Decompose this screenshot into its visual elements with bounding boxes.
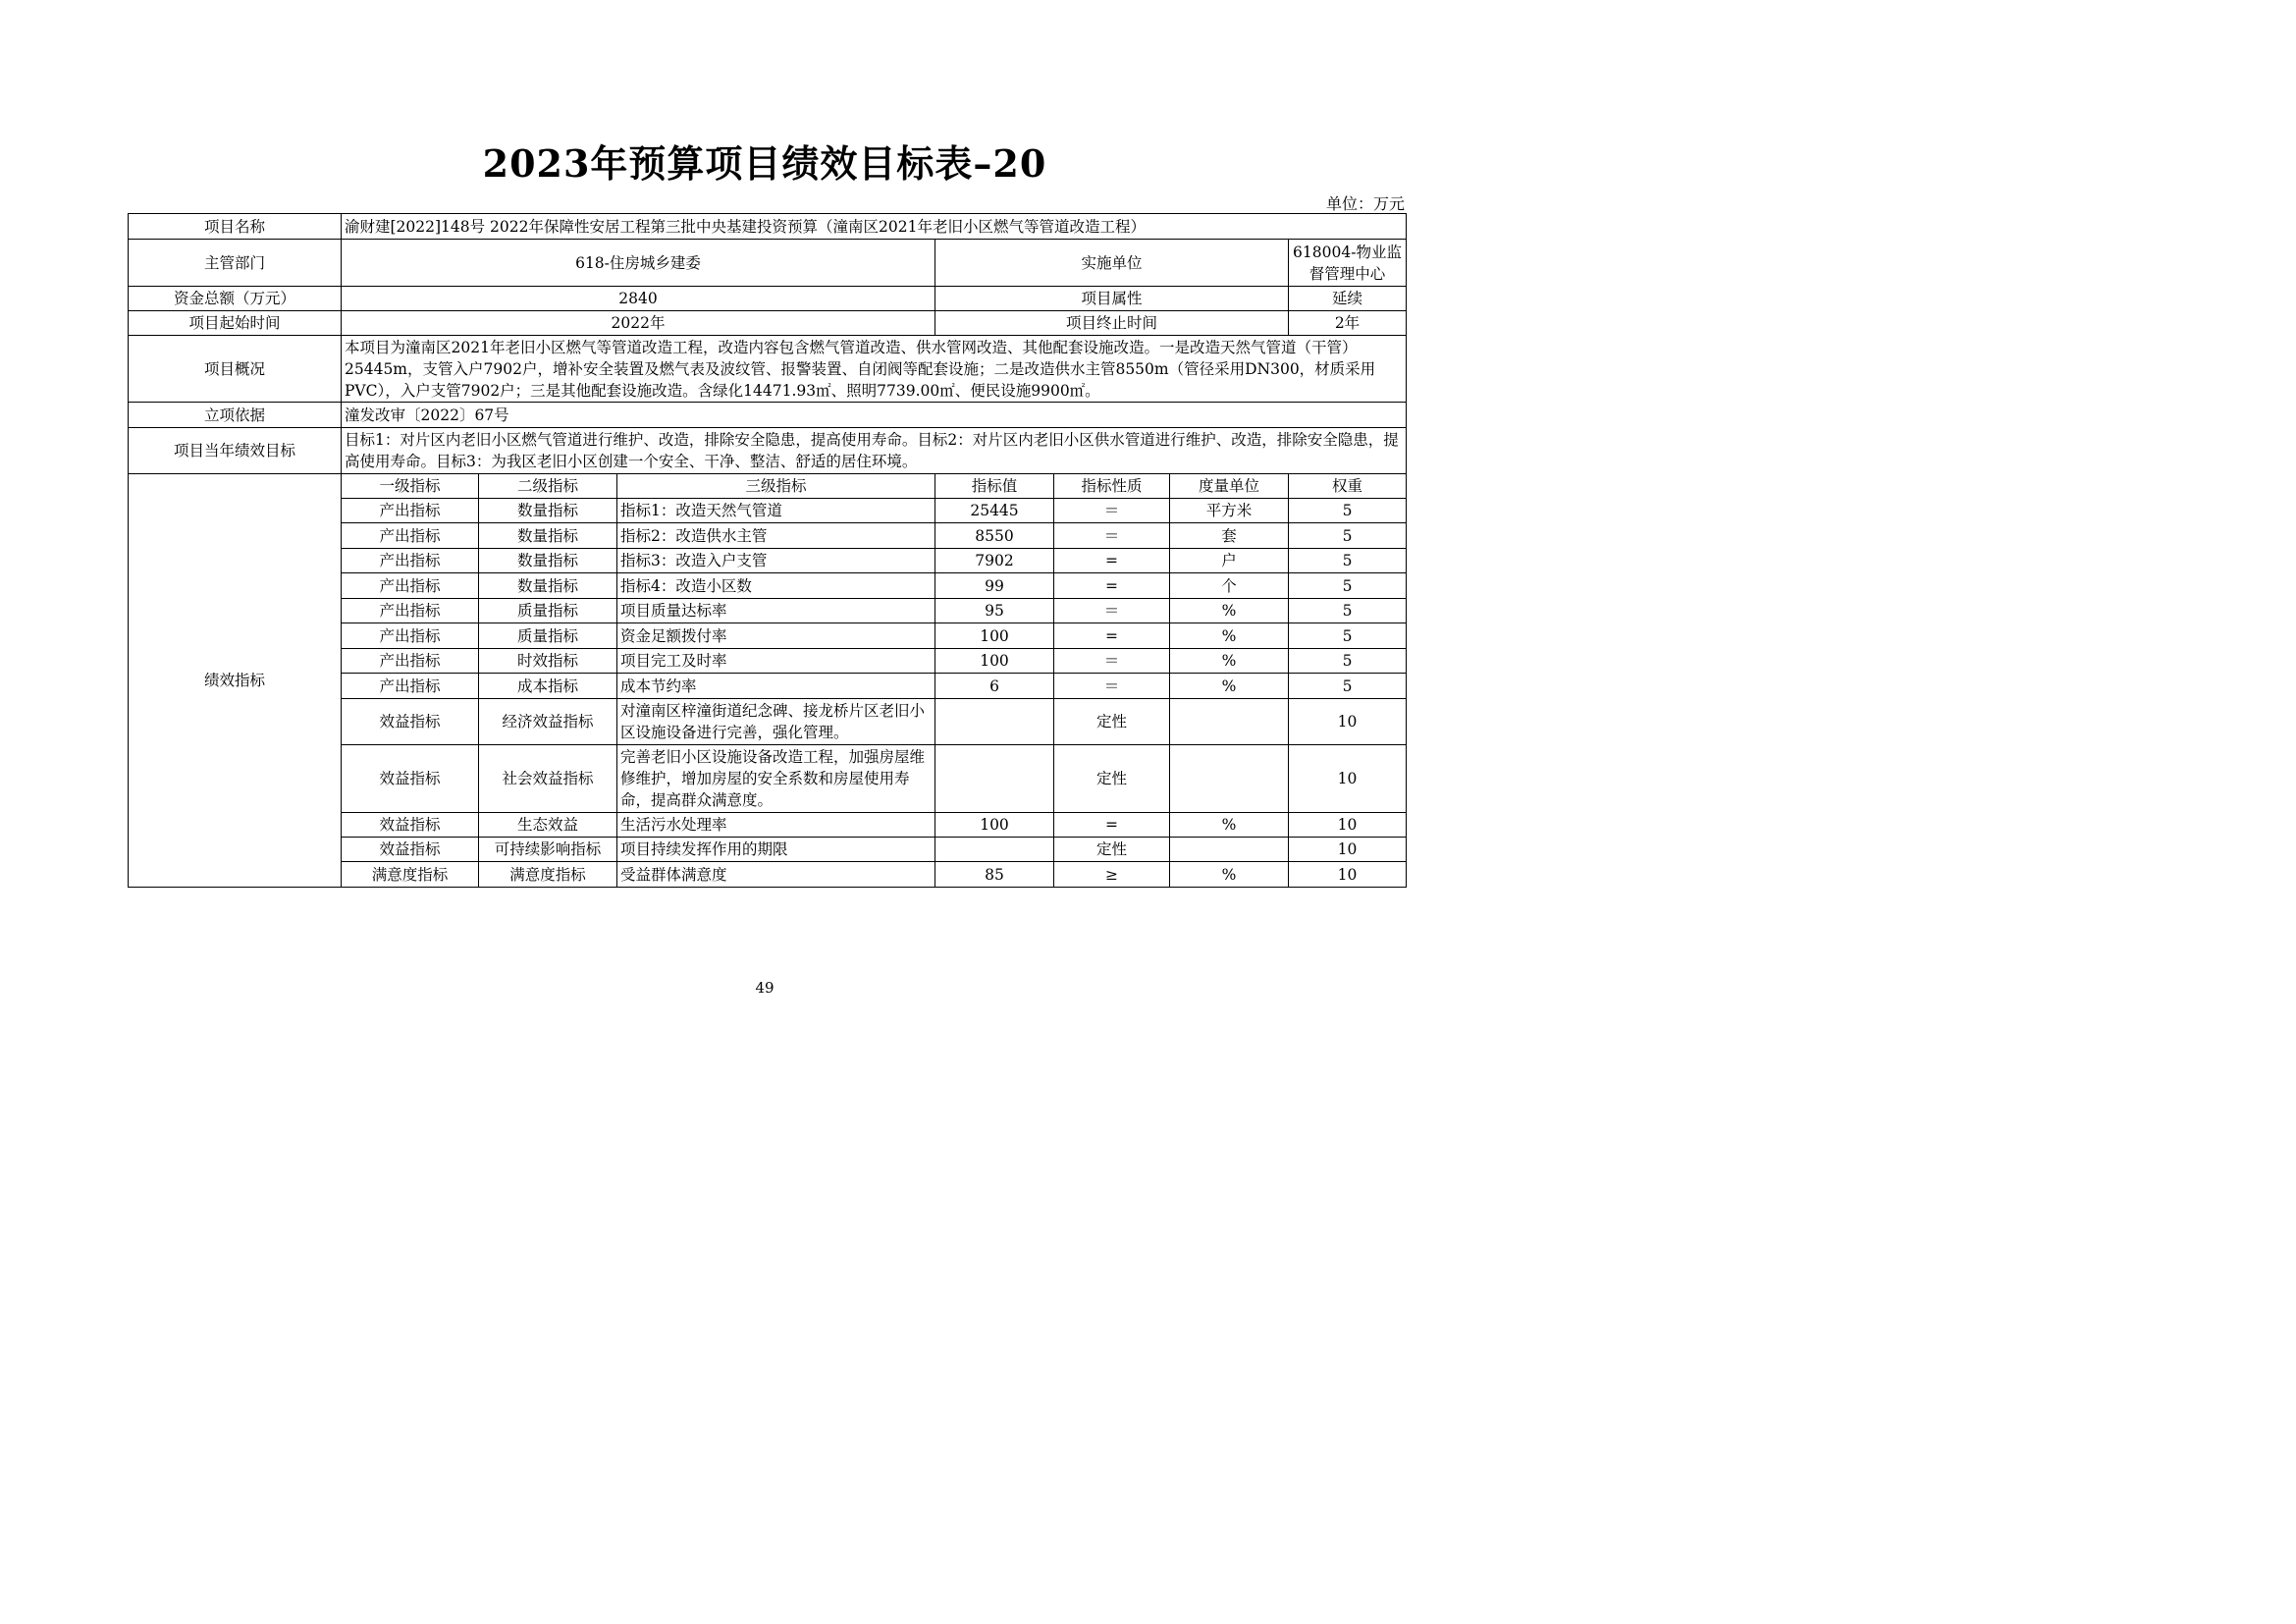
indicator-nature-cell: 定性 (1054, 838, 1170, 862)
start-value: 2022年 (342, 311, 935, 336)
goal-label: 项目当年绩效目标 (129, 428, 342, 474)
indicator-nature-cell: = (1054, 623, 1170, 649)
indicator-level2-cell: 数量指标 (479, 523, 617, 549)
indicator-level3-cell: 指标4：改造小区数 (617, 573, 935, 599)
indicator-weight-cell: 5 (1289, 674, 1407, 699)
indicator-nature-cell: ＝ (1054, 649, 1170, 674)
indicator-weight-cell: 10 (1289, 745, 1407, 813)
indicator-value-cell: 6 (935, 674, 1054, 699)
indicator-level3-cell: 指标3：改造入户支管 (617, 549, 935, 573)
indicator-level3-cell: 项目完工及时率 (617, 649, 935, 674)
indicator-unit-cell: % (1170, 623, 1289, 649)
indicator-unit-cell: % (1170, 649, 1289, 674)
indicator-header-cell: 度量单位 (1170, 474, 1289, 499)
indicator-level1-cell: 效益指标 (342, 699, 479, 745)
indicator-nature-cell: ＝ (1054, 599, 1170, 623)
goal-value: 目标1：对片区内老旧小区燃气管道进行维护、改造，排除安全隐患，提高使用寿命。目标2：对片区内老旧小区供水管道进行维护、改造，排除安全隐患，提高使用寿命。目标3：为我区老旧小区创建一个安全、干净、整洁、舒适的居住环境。 (342, 428, 1407, 474)
impl-value: 618004-物业监督管理中心 (1289, 240, 1407, 287)
indicator-nature-cell: = (1054, 573, 1170, 599)
indicator-level3-cell: 成本节约率 (617, 674, 935, 699)
indicator-weight-cell: 5 (1289, 523, 1407, 549)
indicator-unit-cell: % (1170, 674, 1289, 699)
indicator-weight-cell: 5 (1289, 549, 1407, 573)
funds-label: 资金总额（万元） (129, 287, 342, 311)
indicator-nature-cell: = (1054, 549, 1170, 573)
indicator-level2-cell: 经济效益指标 (479, 699, 617, 745)
indicator-nature-cell: = (1054, 813, 1170, 838)
indicator-level1-cell: 产出指标 (342, 499, 479, 523)
indicator-unit-cell (1170, 699, 1289, 745)
indicator-level3-cell: 指标1：改造天然气管道 (617, 499, 935, 523)
indicator-unit-cell: 套 (1170, 523, 1289, 549)
indicator-unit-cell (1170, 838, 1289, 862)
indicator-level2-cell: 生态效益 (479, 813, 617, 838)
indicator-unit-cell: 户 (1170, 549, 1289, 573)
indicator-value-cell: 25445 (935, 499, 1054, 523)
end-label: 项目终止时间 (935, 311, 1289, 336)
indicator-weight-cell: 5 (1289, 573, 1407, 599)
basis-label: 立项依据 (129, 403, 342, 428)
indicator-level1-cell: 效益指标 (342, 813, 479, 838)
indicator-weight-cell: 5 (1289, 499, 1407, 523)
indicator-level3-cell: 指标2：改造供水主管 (617, 523, 935, 549)
indicator-level3-cell: 受益群体满意度 (617, 862, 935, 888)
indicator-value-cell: 95 (935, 599, 1054, 623)
indicator-weight-cell: 10 (1289, 862, 1407, 888)
indicator-level2-cell: 社会效益指标 (479, 745, 617, 813)
indicator-unit-cell: % (1170, 813, 1289, 838)
row-project-name (129, 214, 1407, 240)
end-value: 2年 (1289, 311, 1407, 336)
row-funds (129, 287, 1407, 311)
indicator-level1-cell: 产出指标 (342, 549, 479, 573)
indicator-value-cell: 85 (935, 862, 1054, 888)
row-goal (129, 428, 1407, 474)
indicator-header-cell: 指标值 (935, 474, 1054, 499)
indicator-value-cell (935, 699, 1054, 745)
indicators-label: 绩效指标 (129, 474, 342, 888)
row-basis (129, 403, 1407, 428)
indicator-level1-cell: 产出指标 (342, 649, 479, 674)
dept-label: 主管部门 (129, 240, 342, 287)
indicator-nature-cell: 定性 (1054, 745, 1170, 813)
indicator-nature-cell: ≥ (1054, 862, 1170, 888)
row-overview (129, 336, 1407, 403)
row-time (129, 311, 1407, 336)
indicator-value-cell: 8550 (935, 523, 1054, 549)
dept-value: 618-住房城乡建委 (342, 240, 935, 287)
indicator-unit-cell: 个 (1170, 573, 1289, 599)
page-title: 2023年预算项目绩效目标表–20 (482, 141, 1047, 186)
funds-value: 2840 (342, 287, 935, 311)
indicator-unit-cell (1170, 745, 1289, 813)
indicator-level2-cell: 数量指标 (479, 499, 617, 523)
indicator-value-cell (935, 745, 1054, 813)
unit-label: 单位：万元 (1325, 194, 1405, 213)
indicator-nature-cell: ＝ (1054, 523, 1170, 549)
attr-value: 延续 (1289, 287, 1407, 311)
indicator-level1-cell: 效益指标 (342, 838, 479, 862)
indicator-value-cell: 100 (935, 813, 1054, 838)
indicator-weight-cell: 5 (1289, 599, 1407, 623)
indicator-level3-cell: 项目持续发挥作用的期限 (617, 838, 935, 862)
indicator-level2-cell: 数量指标 (479, 573, 617, 599)
attr-label: 项目属性 (935, 287, 1289, 311)
indicator-level3-cell: 对潼南区梓潼街道纪念碑、接龙桥片区老旧小区设施设备进行完善，强化管理。 (617, 699, 935, 745)
indicator-level2-cell: 质量指标 (479, 599, 617, 623)
indicator-level2-cell: 成本指标 (479, 674, 617, 699)
indicator-level2-cell: 可持续影响指标 (479, 838, 617, 862)
indicator-value-cell: 7902 (935, 549, 1054, 573)
basis-value: 潼发改审〔2022〕67号 (342, 403, 1407, 428)
start-label: 项目起始时间 (129, 311, 342, 336)
indicator-nature-cell: ＝ (1054, 499, 1170, 523)
indicator-value-cell (935, 838, 1054, 862)
project-name-value: 渝财建[2022]148号 2022年保障性安居工程第三批中央基建投资预算（潼南区2021年老旧小区燃气等管道改造工程） (342, 214, 1407, 240)
indicator-level1-cell: 满意度指标 (342, 862, 479, 888)
indicator-level1-cell: 效益指标 (342, 745, 479, 813)
indicator-level2-cell: 满意度指标 (479, 862, 617, 888)
indicator-level3-cell: 资金足额拨付率 (617, 623, 935, 649)
performance-table (128, 213, 1407, 888)
indicator-nature-cell: 定性 (1054, 699, 1170, 745)
indicator-level3-cell: 完善老旧小区设施设备改造工程，加强房屋维修维护，增加房屋的安全系数和房屋使用寿命，提高群众满意度。 (617, 745, 935, 813)
indicator-header-cell: 一级指标 (342, 474, 479, 499)
indicator-level2-cell: 质量指标 (479, 623, 617, 649)
indicator-weight-cell: 5 (1289, 623, 1407, 649)
indicator-level2-cell: 时效指标 (479, 649, 617, 674)
indicator-header-cell: 权重 (1289, 474, 1407, 499)
indicator-header-cell: 三级指标 (617, 474, 935, 499)
impl-label: 实施单位 (935, 240, 1289, 287)
indicator-header-cell: 二级指标 (479, 474, 617, 499)
indicator-unit-cell: 平方米 (1170, 499, 1289, 523)
indicator-unit-cell: % (1170, 599, 1289, 623)
indicator-weight-cell: 10 (1289, 699, 1407, 745)
indicator-level1-cell: 产出指标 (342, 599, 479, 623)
indicator-level1-cell: 产出指标 (342, 523, 479, 549)
indicator-level3-cell: 项目质量达标率 (617, 599, 935, 623)
page-number: 49 (755, 979, 774, 997)
indicator-unit-cell: % (1170, 862, 1289, 888)
indicator-nature-cell: ＝ (1054, 674, 1170, 699)
indicator-header-cell: 指标性质 (1054, 474, 1170, 499)
overview-value: 本项目为潼南区2021年老旧小区燃气等管道改造工程，改造内容包含燃气管道改造、供水管网改造、其他配套设施改造。一是改造天然气管道（干管）25445m，支管入户7902户，增补安全装置及燃气表及波纹管、报警装置、自闭阀等配套设施；二是改造供水主管8550m（管径采用DN300，材质采用PVC），入户支管7902户；三是其他配套设施改造。含绿化14471.93㎡、照明7739.00㎡、便民设施9900㎡。 (342, 336, 1407, 403)
indicator-level1-cell: 产出指标 (342, 623, 479, 649)
indicator-weight-cell: 10 (1289, 813, 1407, 838)
indicator-weight-cell: 10 (1289, 838, 1407, 862)
indicator-value-cell: 100 (935, 623, 1054, 649)
indicator-header-row (129, 474, 1407, 499)
indicator-value-cell: 99 (935, 573, 1054, 599)
indicator-weight-cell: 5 (1289, 649, 1407, 674)
indicator-level1-cell: 产出指标 (342, 674, 479, 699)
overview-label: 项目概况 (129, 336, 342, 403)
row-dept (129, 240, 1407, 287)
project-name-label: 项目名称 (129, 214, 342, 240)
indicator-level1-cell: 产出指标 (342, 573, 479, 599)
indicator-level3-cell: 生活污水处理率 (617, 813, 935, 838)
indicator-level2-cell: 数量指标 (479, 549, 617, 573)
indicator-value-cell: 100 (935, 649, 1054, 674)
